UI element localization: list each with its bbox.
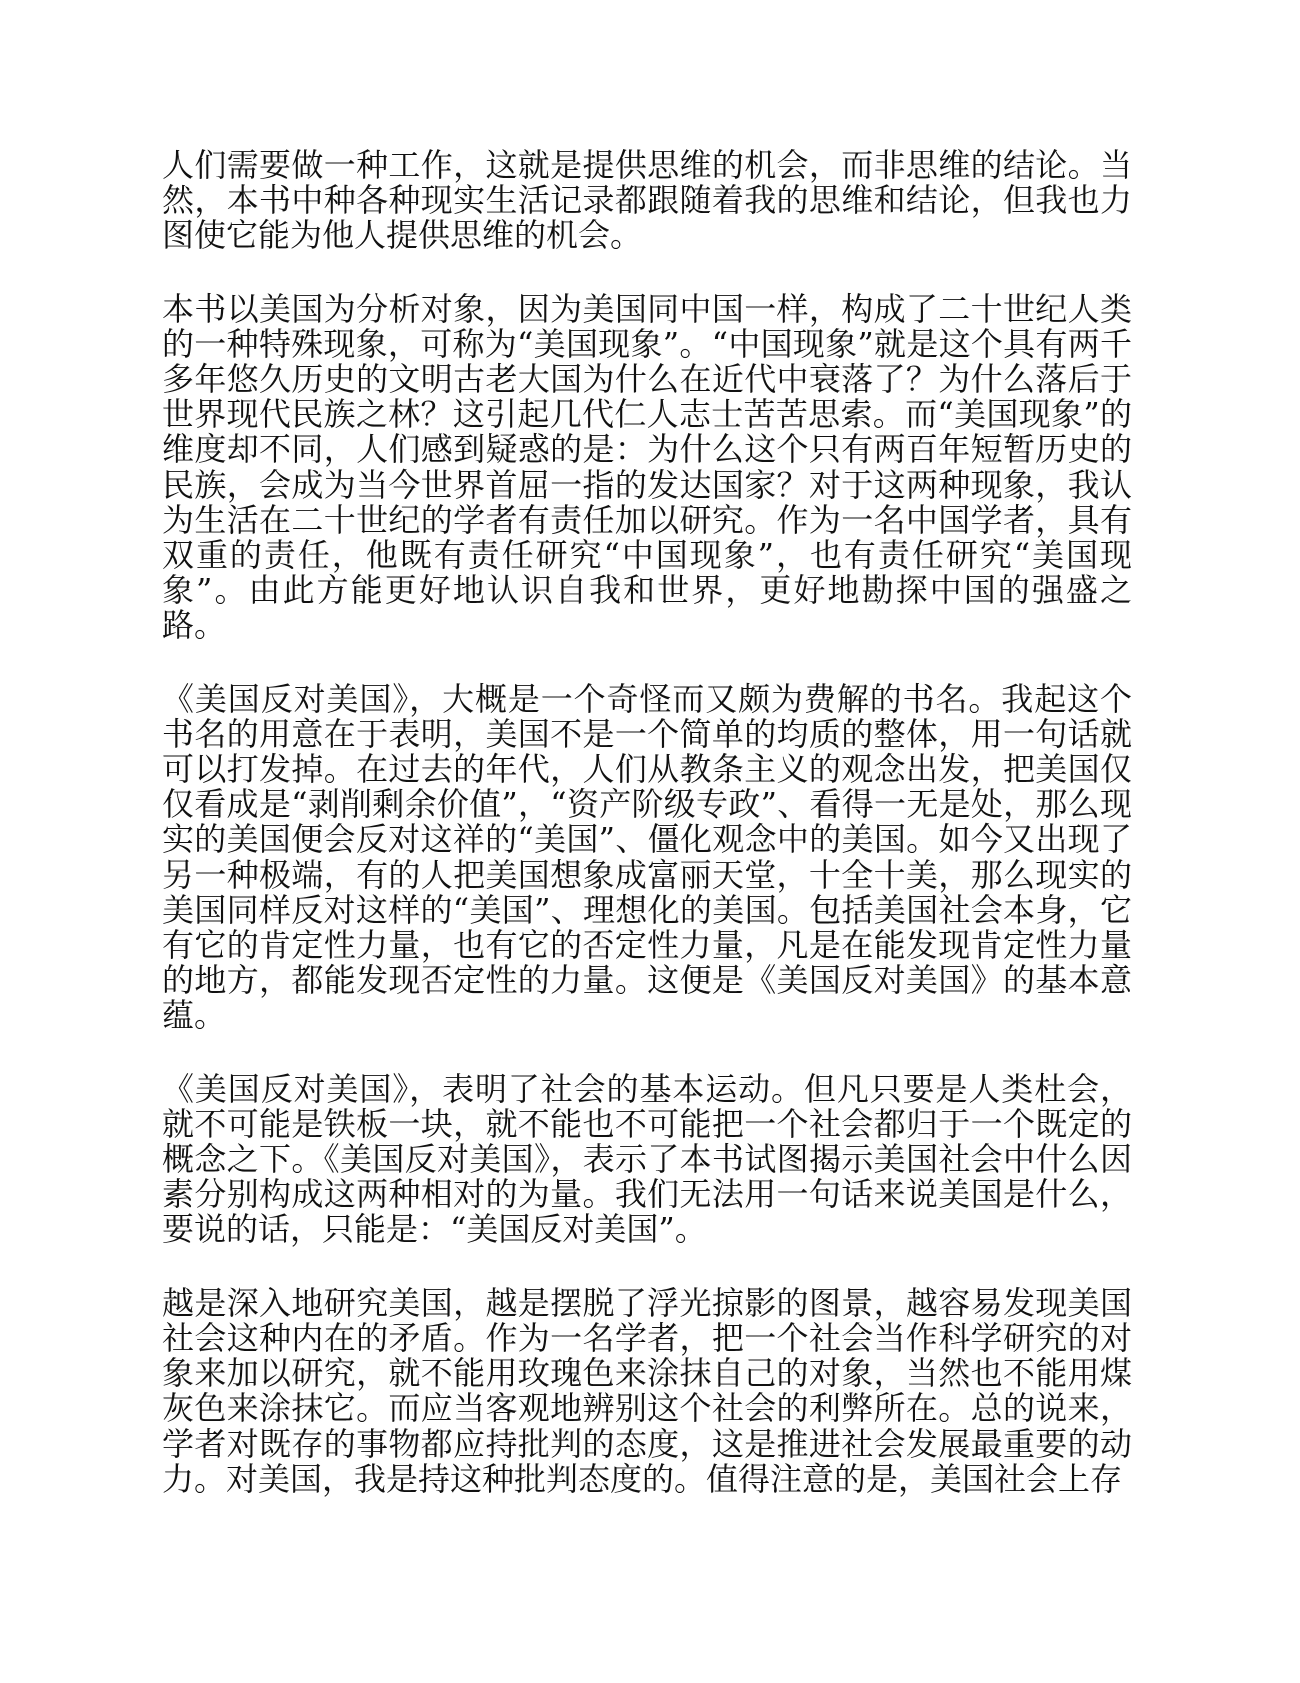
paragraph-2: 本书以美国为分析对象，因为美国同中国一样，构成了二十世纪人类的一种特殊现象，可称为“美国现象”。“中国现象”就是这个具有两千多年悠久历史的文明古老大国为什么在近代中衰落了？为什么落后于世界现代民族之林？这引起几代仁人志士苦苦思索。而“美国现象”的维度却不同，人们感到疑惑的是：为什么这个只有两百年短暂历史的民族，会成为当今世界首屈一指的发达国家？对于这两种现象，我认为生活在二十世纪的学者有责任加以研究。作为一名中国学者，具有双重的责任，他既有责任研究“中国现象”，也有责任研究“美国现象”。由此方能更好地认识自我和世界，更好地勘探中国的强盛之路。 xyxy=(162,289,1132,645)
paragraph-3: 《美国反对美国》，大概是一个奇怪而又颇为费解的书名。我起这个书名的用意在于表明，美国不是一个简单的均质的整体，用一句话就可以打发掉。在过去的年代，人们从教条主义的观念出发，把美国仅仅看成是“剥削剩余价值”，“资产阶级专政”、看得一无是处，那么现实的美国便会反对这祥的“美国”、僵化观念中的美国。如今又出现了另一种极端，有的人把美国想象成富丽天堂，十全十美，那么现实的美国同样反对这样的“美国”、理想化的美国。包括美国社会本身，它有它的肯定性力量，也有它的否定性力量，凡是在能发现肯定性力量的地方，都能发现否定性的力量。这便是《美国反对美国》的基本意蕴。 xyxy=(162,679,1132,1035)
body-text xyxy=(162,148,1132,1535)
paragraph-5: 越是深入地研究美国，越是摆脱了浮光掠影的图景，越容易发现美国社会这种内在的矛盾。作为一名学者，把一个社会当作科学研究的对象来加以研究，就不能用玫瑰色来涂抹自己的对象，当然也不能用煤灰色来涂抹它。而应当客观地辨别这个社会的利弊所在。总的说来，学者对既存的事物都应持批判的态度，这是推进社会发展最重要的动力。对美国，我是持这种批判态度的。值得注意的是，美国社会上存 xyxy=(162,1283,1132,1498)
paragraph-1: 人们需要做一种工作，这就是提供思维的机会，而非思维的结论。当然，本书中种各种现实生活记录都跟随着我的思维和结论，但我也力图使它能为他人提供思维的机会。 xyxy=(162,146,1132,255)
paragraph-4: 《美国反对美国》，表明了社会的基本运动。但凡只要是人类杜会，就不可能是铁板一块，就不能也不可能把一个社会都归于一个既定的概念之下。《美国反对美国》，表示了本书试图揭示美国社会中什么因素分别构成这两种相对的为量。我们无法用一句话来说美国是什么，要说的话，只能是：“美国反对美国”。 xyxy=(162,1069,1132,1249)
